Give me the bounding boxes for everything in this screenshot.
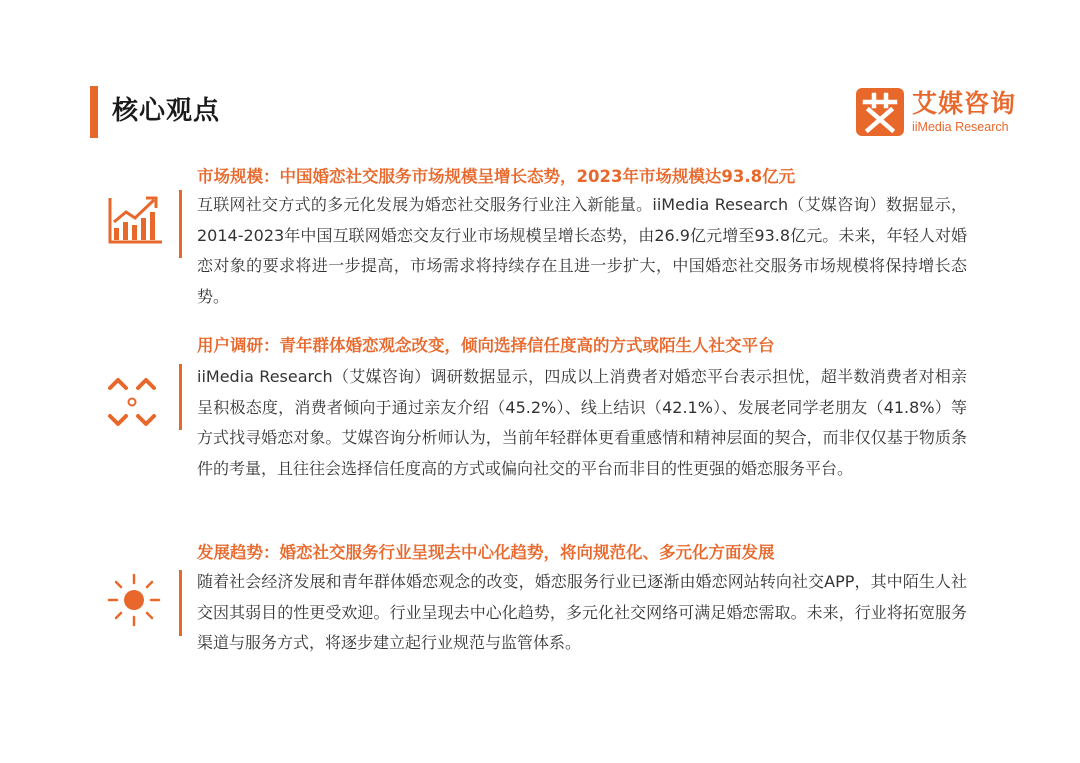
section-body-user-survey: iiMedia Research（艾媒咨询）调研数据显示，四成以上消费者对婚恋平台表示担忧，超半数消费者对相亲呈积极态度，消费者倾向于通过亲友介绍（45.2%）、线上结识（42.1%）、发展老同学老朋友（41.8%）等方式找寻婚恋对象。艾媒咨询分析师认为，当前年轻群体更看重感情和精神层面的契合，而非仅仅基于物质条件的考量，且往往会选择信任度高的方式或偏向社交的平台而非目的性更强的婚恋服务平台。 bbox=[197, 367, 967, 478]
section-body-trend: 随着社会经济发展和青年群体婚恋观念的改变，婚恋服务行业已逐渐由婚恋网站转向社交APP，其中陌生人社交因其弱目的性更受欢迎。行业呈现去中心化趋势，多元化社交网络可满足婚恋需取。未来，行业将拓宽服务渠道与服务方式，将逐步建立起行业规范与监管体系。 bbox=[197, 572, 967, 652]
section-heading-user-survey: 用户调研：青年群体婚恋观念改变，倾向选择信任度高的方式或陌生人社交平台 bbox=[197, 336, 775, 355]
brand-name-en: iiMedia Research bbox=[912, 119, 1009, 134]
section-body-market-size: 互联网社交方式的多元化发展为婚恋社交服务行业注入新能量。iiMedia Research（艾媒咨询）数据显示，2014-2023年中国互联网婚恋交友行业市场规模呈增长态势，由26.9亿元增至93.8亿元。未来，年轻人对婚恋对象的要求将进一步提高，市场需求将持续存在且进一步扩大，中国婚恋社交服务市场规模将保持增长态势。 bbox=[197, 195, 967, 306]
section-heading-trend: 发展趋势：婚恋社交服务行业呈现去中心化趋势，将向规范化、多元化方面发展 bbox=[197, 543, 775, 562]
target-focus-icon bbox=[104, 374, 160, 434]
title-accent-bar bbox=[90, 86, 98, 138]
logo-mark-icon bbox=[856, 88, 904, 136]
section-accent-bar bbox=[179, 570, 182, 636]
brand-logo bbox=[856, 88, 1016, 136]
rising-bar-chart-icon bbox=[108, 194, 164, 250]
sun-icon bbox=[106, 572, 162, 632]
brand-name-cn: 艾媒咨询 bbox=[912, 88, 1017, 118]
section-accent-bar bbox=[179, 364, 182, 430]
section-accent-bar bbox=[179, 190, 182, 258]
page-title: 核心观点 bbox=[112, 96, 221, 126]
section-heading-market-size: 市场规模：中国婚恋社交服务市场规模呈增长态势，2023年市场规模达93.8亿元 bbox=[197, 167, 796, 186]
